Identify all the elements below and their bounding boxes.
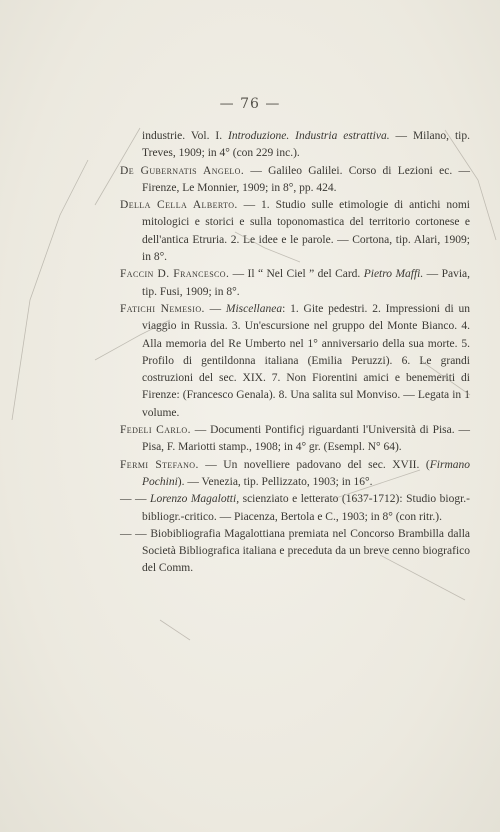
italic-title: Lorenzo Magalotti, [150,493,240,506]
page-number: — 76 — [219,96,281,112]
entry-text: — [204,302,226,315]
author-name: Faccin D. Francesco. [120,268,230,281]
bibliography-entry-industrie [120,128,470,163]
bibliography-entry-faccin [120,266,470,301]
entry-text: — 1. Studio sulle etimologie di antichi nomi mitologici e storici e sulla toponomastica del territorio cortonese e dell'antica Etruria. 2. Le idee e le parole. — Cortona, tip. Alari, 1909; in 8°. [142,199,470,264]
entry-text: : 1. Gite pedestri. 2. Impressioni di un viaggio in Russia. 3. Un'escursione nel gruppo del Monte Bianco. 4. Alla memoria del Re Umberto nel 1° anniversario della sua morte. 5. Profilo di gentildonna italiana (Emilia Peruzzi). 6. Le grandi costruzioni del sec. XIX. 7. Non Fiorentini amici e benemeriti di Firenze: (Francesco Genala). 8. Una salita sul Monviso. — Legata in 1 volume. [142,302,470,419]
entry-text: — — [120,493,151,506]
entry-text: — — Biobibliografia Magalottiana premiata nel Concorso Brambilla dalla Società Bibliografica italiana e preceduta da un breve cenno biografico del Comm. [120,527,470,575]
entry-text: industrie. Vol. I. [142,130,229,142]
italic-title: Miscellanea [225,302,283,315]
entry-text: — Milano, tip. Treves, 1909; in 4° (con 229 inc.). [142,130,470,160]
entry-text: scienziato e letterato (1637-1712): Studio biogr.-bibliogr.-critico. — Piacenza, Bertola e C., 1903; in 8° (con ritr.). [142,493,471,523]
bibliography-entry-biobibliografia [120,526,470,578]
entry-text: — Documenti Pontificj riguardanti l'Università di Pisa. — Pisa, F. Mariotti stamp., 1908; in 4° gr. (Esempl. N° 64). [142,424,470,454]
author-name: Della Cella Alberto. [120,199,238,212]
author-name: Fedeli Carlo. [120,424,191,437]
italic-title: Introduzione. Industria estrattiva. [228,130,390,142]
pencil-line-lower-left [160,620,190,640]
bibliography-entry-fermi [120,457,470,492]
entry-text: — Un novelliere padovano del sec. XVII. ( [198,458,430,471]
bibliography-entry-della-cella [120,197,470,266]
author-name: De Gubernatis Angelo. [120,164,245,177]
bibliography-entry-fatichi [120,301,470,422]
bibliography-entry-gubernatis [120,163,470,198]
entry-text: — Il “ Nel Ciel ” del Card. [229,268,364,281]
italic-title: Pietro Maffi. [363,268,424,281]
bibliography-list [120,128,470,578]
pencil-line-left [12,160,88,420]
italic-title: Firmano Pochini [142,458,470,488]
author-name: Fatichi Nemesio. [120,302,205,315]
bibliography-entry-magalotti [120,491,470,526]
entry-text: — Pavia, tip. Fusi, 1909; in 8°. [142,268,470,298]
bibliography-entry-fedeli [120,422,470,457]
entry-text: ). — Venezia, tip. Pellizzato, 1903; in 16°. [177,475,373,488]
entry-text: — Galileo Galilei. Corso di Lezioni ec. — Firenze, Le Monnier, 1909; in 8°, pp. 424. [142,164,470,194]
author-name: Fermi Stefano. [120,458,199,471]
